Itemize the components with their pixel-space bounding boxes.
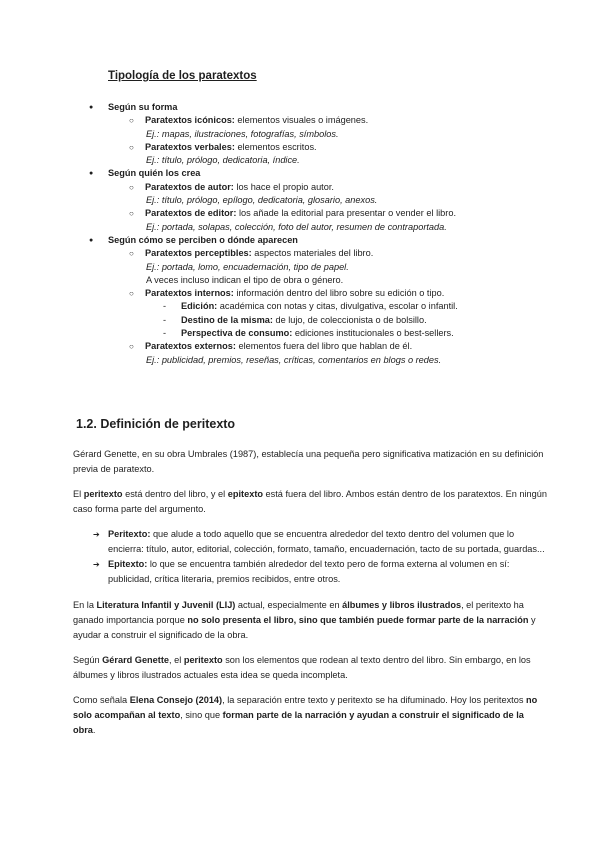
list-item-epitexto bbox=[73, 557, 547, 587]
text-run: En la bbox=[73, 600, 97, 610]
item-text: elementos escritos. bbox=[234, 141, 317, 152]
subitem-label: Destino de la misma: bbox=[181, 314, 273, 325]
item-label: Paratextos externos: bbox=[145, 341, 236, 352]
example-perceptibles: Ej.: portada, lomo, encuadernación, tipo de papel. bbox=[146, 261, 349, 272]
item-text: los añade la editorial para presentar o vender el libro. bbox=[236, 208, 457, 219]
outline-item-externos bbox=[0, 340, 600, 353]
bold-term: no solo presenta el libro, sino que también puede formar parte de la narración bbox=[187, 615, 529, 625]
example-iconicos: Ej.: mapas, ilustraciones, fotografías, símbolos. bbox=[146, 128, 339, 139]
item-text: aspectos materiales del libro. bbox=[251, 248, 374, 259]
bold-term: peritexto bbox=[183, 655, 223, 665]
text-run: Según bbox=[73, 655, 103, 665]
example-autor: Ej.: título, prólogo, epílogo, dedicatoria, glosario, anexos. bbox=[146, 195, 378, 206]
bold-term: epitexto bbox=[227, 489, 263, 499]
text-run: son los elementos que rodean al texto dentro del libro. Sin embargo, en los álbumes y libros ilustrados actuales esta idea se queda incompleta. bbox=[73, 655, 531, 680]
list-item-text: lo que se encuentra también alrededor del texto pero de forma externa al volumen en sí: publicidad, crítica literaria, premios recibidos, entre otros. bbox=[108, 559, 510, 584]
item-text: información dentro del libro sobre su edición o tipo. bbox=[233, 288, 445, 299]
item-text: los hace el propio autor. bbox=[233, 181, 334, 192]
bold-term: peritexto bbox=[83, 489, 123, 499]
text-run: , el peritexto ha ganado importancia porque bbox=[73, 600, 524, 625]
item-label: Paratextos perceptibles: bbox=[145, 248, 252, 259]
paragraph-elena-consejo bbox=[73, 693, 547, 738]
item-text: elementos visuales o imágenes. bbox=[234, 115, 369, 126]
list-item-label: Epitexto: bbox=[108, 559, 148, 569]
item-label: Paratextos de autor: bbox=[145, 181, 234, 192]
bold-term: Literatura Infantil y Juvenil (LIJ) bbox=[96, 600, 236, 610]
subitem-text: de lujo, de coleccionista o de bolsillo. bbox=[272, 314, 427, 325]
item-text: elementos fuera del libro que hablan de él. bbox=[235, 341, 413, 352]
list-item-peritexto bbox=[73, 527, 547, 557]
paragraph-peritexto-epitexto bbox=[73, 487, 547, 517]
example-externos: Ej.: publicidad, premios, reseñas, críticas, comentarios en blogs o redes. bbox=[146, 354, 442, 365]
text-run: . bbox=[92, 725, 96, 735]
item-label: Paratextos de editor: bbox=[145, 208, 237, 219]
bold-term: álbumes y libros ilustrados bbox=[342, 600, 462, 610]
text-run: El bbox=[73, 489, 84, 499]
outline-subitem-edicion bbox=[0, 300, 600, 313]
subitem-label: Edición: bbox=[181, 301, 218, 312]
text-run: , sino que bbox=[180, 710, 223, 720]
example-verbales: Ej.: título, prólogo, dedicatoria, índice. bbox=[146, 155, 300, 166]
paragraph-lij bbox=[73, 598, 547, 643]
text-run: , el bbox=[169, 655, 184, 665]
text-run: , la separación entre texto y peritexto se ha difuminado. Hoy los peritextos bbox=[222, 695, 526, 705]
note-perceptibles: A veces incluso indican el tipo de obra o género. bbox=[146, 274, 344, 285]
outline-item-autor bbox=[0, 181, 600, 194]
typology-outline bbox=[0, 101, 600, 367]
paragraph-segun-genette bbox=[73, 653, 547, 683]
outline-subitem-perspectiva bbox=[0, 327, 600, 340]
bold-term: Elena Consejo (2014) bbox=[129, 695, 223, 705]
bold-term: no solo acompañan al texto bbox=[73, 695, 538, 720]
list-item-label: Peritexto: bbox=[108, 529, 151, 539]
outline-item-internos bbox=[0, 287, 600, 300]
outline-heading-forma: ● Según su forma bbox=[0, 101, 600, 114]
paragraph-genette-umbrales: Gérard Genette, en su obra Umbrales (1987), establecía una pequeña pero significativa matización en su definición previa de paratexto. bbox=[73, 449, 544, 474]
text-run: actual, especialmente en bbox=[235, 600, 343, 610]
subitem-text: académica con notas y citas, divulgativa, escolar o infantil. bbox=[217, 301, 458, 312]
outline-item-perceptibles bbox=[0, 247, 600, 260]
section-heading: 1.2. Definición de peritexto bbox=[76, 417, 236, 431]
text-run: y ayudar a construir el significado de la obra. bbox=[73, 615, 536, 640]
outline-subitem-destino bbox=[0, 314, 600, 327]
item-label: Paratextos verbales: bbox=[145, 141, 235, 152]
outline-heading-quien: ● Según quién los crea bbox=[0, 167, 600, 180]
subitem-label: Perspectiva de consumo: bbox=[181, 328, 293, 339]
bold-term: Gérard Genette bbox=[102, 655, 170, 665]
text-run: Como señala bbox=[73, 695, 130, 705]
text-run: está dentro del libro, y el bbox=[122, 489, 228, 499]
outline-item-verbales bbox=[0, 141, 600, 154]
page-title: Tipología de los paratextos bbox=[108, 70, 257, 82]
outline-item-editor bbox=[0, 207, 600, 220]
definition-list bbox=[73, 527, 547, 587]
item-label: Paratextos internos: bbox=[145, 288, 234, 299]
outline-heading-como: ● Según cómo se perciben o dónde aparecen bbox=[0, 234, 600, 247]
list-item-text: que alude a todo aquello que se encuentra alrededor del texto dentro del volumen que lo encierra: título, autor, editorial, colección, formato, tamaño, encuadernación, tacto de su portada, guardas... bbox=[108, 529, 545, 554]
outline-item-iconicos bbox=[0, 114, 600, 127]
item-label: Paratextos icónicos: bbox=[145, 115, 235, 126]
bold-term: forman parte de la narración y ayudan a construir el significado de la obra bbox=[73, 710, 524, 735]
text-run: está fuera del libro. Ambos están dentro de los paratextos. En ningún caso forma parte del argumento. bbox=[73, 489, 547, 514]
subitem-text: ediciones institucionales o best-sellers. bbox=[292, 328, 454, 339]
example-editor: Ej.: portada, solapas, colección, foto del autor, resumen de contraportada. bbox=[146, 221, 447, 232]
section-body bbox=[73, 447, 547, 748]
